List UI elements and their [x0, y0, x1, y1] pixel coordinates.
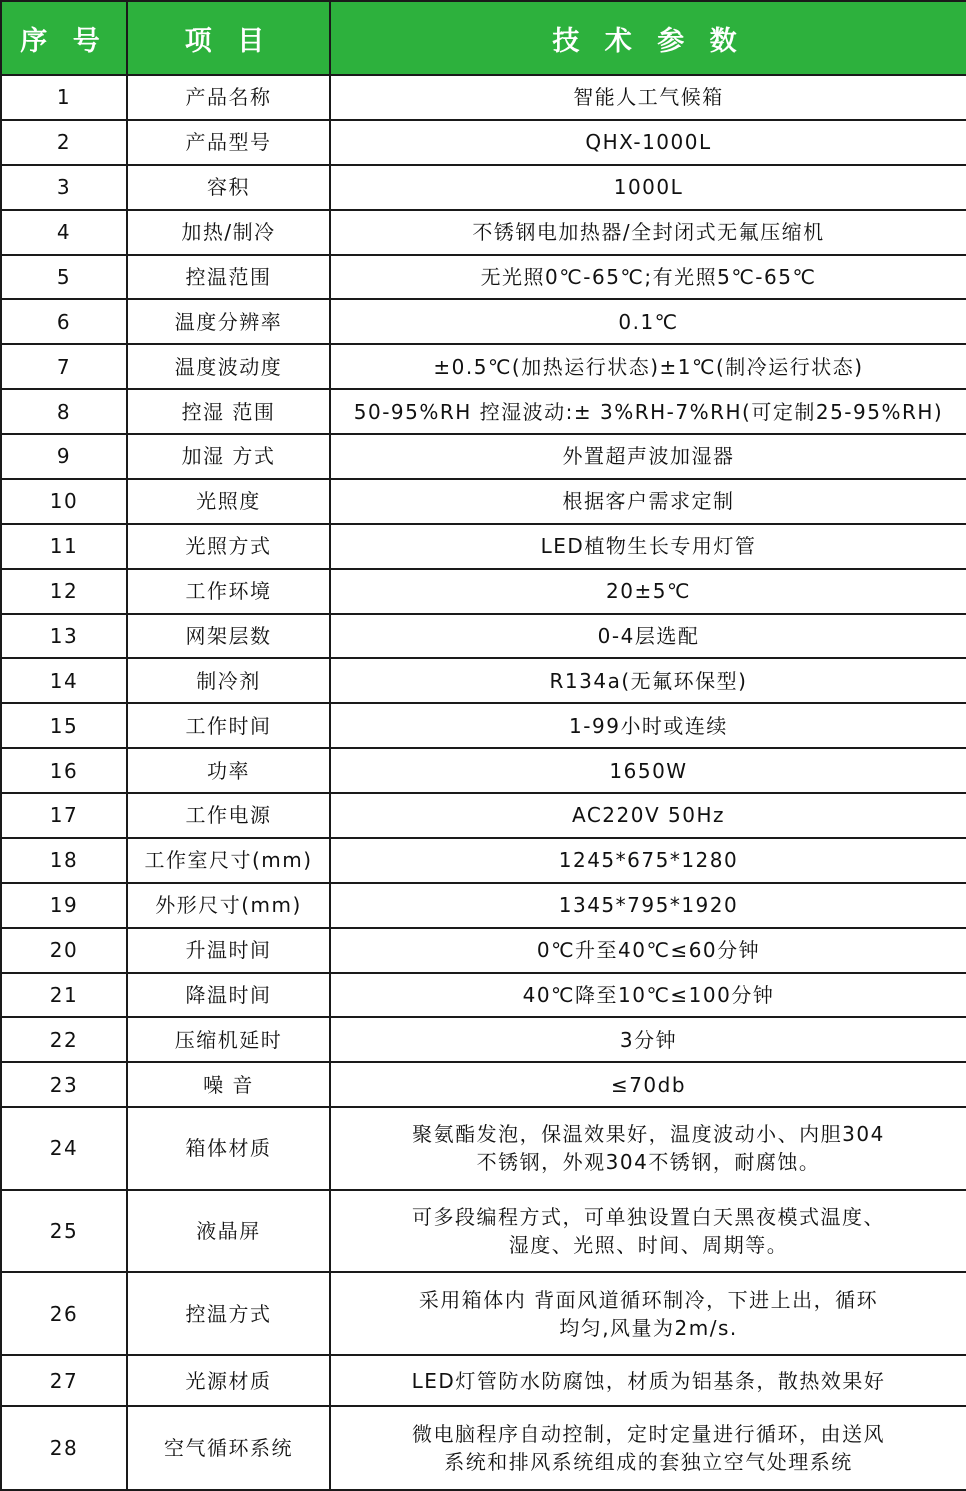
- row-number: 5: [1, 255, 127, 300]
- row-item: 温度波动度: [127, 344, 330, 389]
- row-item: 光照方式: [127, 524, 330, 569]
- row-item: 降温时间: [127, 973, 330, 1018]
- row-item: 光源材质: [127, 1355, 330, 1406]
- row-item: 空气循环系统: [127, 1406, 330, 1490]
- row-number: 27: [1, 1355, 127, 1406]
- row-item: 外形尺寸(mm): [127, 883, 330, 928]
- row-item: 工作电源: [127, 793, 330, 838]
- row-param: [330, 1062, 966, 1107]
- row-number: 23: [1, 1062, 127, 1107]
- param-line: 聚氨酯发泡，保温效果好，温度波动小、内胆304: [412, 1122, 885, 1147]
- table-row: [1, 1107, 966, 1190]
- row-item: 加热/制冷: [127, 210, 330, 255]
- table-row: [1, 1272, 966, 1355]
- header-param: 技 术 参 数: [330, 1, 966, 75]
- param-line: 0.1℃: [618, 309, 679, 334]
- row-number: 6: [1, 299, 127, 344]
- table-row: [1, 299, 966, 344]
- header-item: 项 目: [127, 1, 330, 75]
- row-item: 控温范围: [127, 255, 330, 300]
- row-number: 16: [1, 748, 127, 793]
- row-param: [330, 479, 966, 524]
- table-row: [1, 748, 966, 793]
- row-item: 工作室尺寸(mm): [127, 838, 330, 883]
- row-param: [330, 299, 966, 344]
- row-param: [330, 75, 966, 120]
- row-number: 25: [1, 1190, 127, 1273]
- row-param: [330, 120, 966, 165]
- row-item: 工作环境: [127, 569, 330, 614]
- row-param: [330, 838, 966, 883]
- param-line: 无光照0℃-65℃;有光照5℃-65℃: [480, 264, 817, 289]
- param-line: 采用箱体内 背面风道循环制冷，下进上出，循环: [418, 1287, 879, 1312]
- row-item: 产品名称: [127, 75, 330, 120]
- row-number: 12: [1, 569, 127, 614]
- param-line: 湿度、光照、时间、周期等。: [508, 1233, 789, 1258]
- param-line: 0℃升至40℃≤60分钟: [536, 938, 761, 963]
- param-line: 1345*795*1920: [558, 893, 739, 918]
- table-row: [1, 479, 966, 524]
- row-item: 容积: [127, 165, 330, 210]
- table-row: [1, 524, 966, 569]
- row-param: [330, 1406, 966, 1490]
- table-row: [1, 1190, 966, 1273]
- table-row: [1, 210, 966, 255]
- row-param: [330, 1355, 966, 1406]
- row-item: 工作时间: [127, 703, 330, 748]
- row-number: 7: [1, 344, 127, 389]
- row-number: 2: [1, 120, 127, 165]
- param-line: 智能人工气候箱: [573, 85, 724, 110]
- row-item: 噪 音: [127, 1062, 330, 1107]
- row-number: 4: [1, 210, 127, 255]
- param-line: LED植物生长专用灯管: [540, 534, 757, 559]
- row-item: 升温时间: [127, 928, 330, 973]
- row-item: 功率: [127, 748, 330, 793]
- row-param: [330, 973, 966, 1018]
- param-line: 0-4层选配: [597, 623, 700, 648]
- param-line: 可多段编程方式，可单独设置白天黑夜模式温度、: [412, 1205, 885, 1230]
- table-row: [1, 434, 966, 479]
- row-param: [330, 1190, 966, 1273]
- param-line: 40℃降至10℃≤100分钟: [522, 982, 775, 1007]
- row-item: 制冷剂: [127, 658, 330, 703]
- table-row: [1, 569, 966, 614]
- row-param: [330, 389, 966, 434]
- param-line: ≤70db: [610, 1072, 687, 1097]
- row-item: 控温方式: [127, 1272, 330, 1355]
- row-number: 14: [1, 658, 127, 703]
- table-row: [1, 344, 966, 389]
- param-line: 根据客户需求定制: [562, 489, 735, 514]
- param-line: 1245*675*1280: [558, 848, 739, 873]
- param-line: QHX-1000L: [585, 130, 712, 155]
- table-row: [1, 1355, 966, 1406]
- row-item: 箱体材质: [127, 1107, 330, 1190]
- row-param: [330, 524, 966, 569]
- param-line: 系统和排风系统组成的套独立空气处理系统: [444, 1450, 853, 1474]
- row-number: 3: [1, 165, 127, 210]
- row-number: 1: [1, 75, 127, 120]
- param-line: ±0.5℃(加热运行状态)±1℃(制冷运行状态): [433, 354, 864, 379]
- row-item: 温度分辨率: [127, 299, 330, 344]
- table-row: [1, 883, 966, 928]
- param-line: 1-99小时或连续: [569, 713, 728, 738]
- row-item: 加湿 方式: [127, 434, 330, 479]
- row-param: [330, 658, 966, 703]
- row-param: [330, 1017, 966, 1062]
- row-number: 15: [1, 703, 127, 748]
- row-param: [330, 1107, 966, 1190]
- table-row: [1, 1406, 966, 1490]
- param-line: 微电脑程序自动控制，定时定量进行循环，由送风: [412, 1422, 885, 1446]
- row-param: [330, 883, 966, 928]
- row-number: 19: [1, 883, 127, 928]
- row-number: 18: [1, 838, 127, 883]
- row-param: [330, 703, 966, 748]
- row-number: 28: [1, 1406, 127, 1490]
- row-number: 10: [1, 479, 127, 524]
- table-row: [1, 75, 966, 120]
- table-body: [1, 75, 966, 1490]
- table-row: [1, 838, 966, 883]
- row-param: [330, 928, 966, 973]
- row-number: 21: [1, 973, 127, 1018]
- row-param: [330, 614, 966, 659]
- row-param: [330, 1272, 966, 1355]
- table-row: [1, 703, 966, 748]
- table-row: [1, 658, 966, 703]
- row-param: [330, 165, 966, 210]
- table-row: [1, 165, 966, 210]
- row-number: 8: [1, 389, 127, 434]
- table-row: [1, 1017, 966, 1062]
- row-number: 9: [1, 434, 127, 479]
- row-number: 17: [1, 793, 127, 838]
- table-row: [1, 614, 966, 659]
- row-item: 产品型号: [127, 120, 330, 165]
- param-line: 1650W: [609, 758, 688, 783]
- param-line: R134a(无氟环保型): [549, 668, 748, 693]
- param-line: AC220V 50Hz: [572, 803, 725, 828]
- table-row: [1, 255, 966, 300]
- table-row: [1, 793, 966, 838]
- header-no: 序 号: [1, 1, 127, 75]
- row-item: 光照度: [127, 479, 330, 524]
- table-row: [1, 1062, 966, 1107]
- table-row: [1, 120, 966, 165]
- row-param: [330, 748, 966, 793]
- row-number: 22: [1, 1017, 127, 1062]
- table-row: [1, 973, 966, 1018]
- row-number: 13: [1, 614, 127, 659]
- row-number: 11: [1, 524, 127, 569]
- row-number: 24: [1, 1107, 127, 1190]
- table-row: [1, 389, 966, 434]
- row-param: [330, 255, 966, 300]
- param-line: 不锈钢，外观304不锈钢，耐腐蚀。: [476, 1150, 821, 1175]
- param-line: 3分钟: [619, 1027, 678, 1052]
- row-item: 液晶屏: [127, 1190, 330, 1273]
- row-number: 26: [1, 1272, 127, 1355]
- row-item: 控湿 范围: [127, 389, 330, 434]
- table-row: [1, 928, 966, 973]
- row-item: 网架层数: [127, 614, 330, 659]
- row-param: [330, 569, 966, 614]
- param-line: 外置超声波加湿器: [562, 444, 735, 469]
- header-row: [1, 1, 966, 75]
- param-line: LED灯管防水防腐蚀，材质为铝基条，散热效果好: [411, 1368, 886, 1393]
- param-line: 均匀,风量为2m/s.: [559, 1315, 738, 1340]
- row-param: [330, 344, 966, 389]
- row-param: [330, 434, 966, 479]
- param-line: 1000L: [613, 175, 684, 200]
- row-param: [330, 793, 966, 838]
- row-number: 20: [1, 928, 127, 973]
- row-param: [330, 210, 966, 255]
- param-line: 50-95%RH 控湿波动:± 3%RH-7%RH(可定制25-95%RH): [353, 399, 944, 424]
- param-line: 不锈钢电加热器/全封闭式无氟压缩机: [472, 220, 825, 245]
- param-line: 20±5℃: [606, 579, 691, 604]
- row-item: 压缩机延时: [127, 1017, 330, 1062]
